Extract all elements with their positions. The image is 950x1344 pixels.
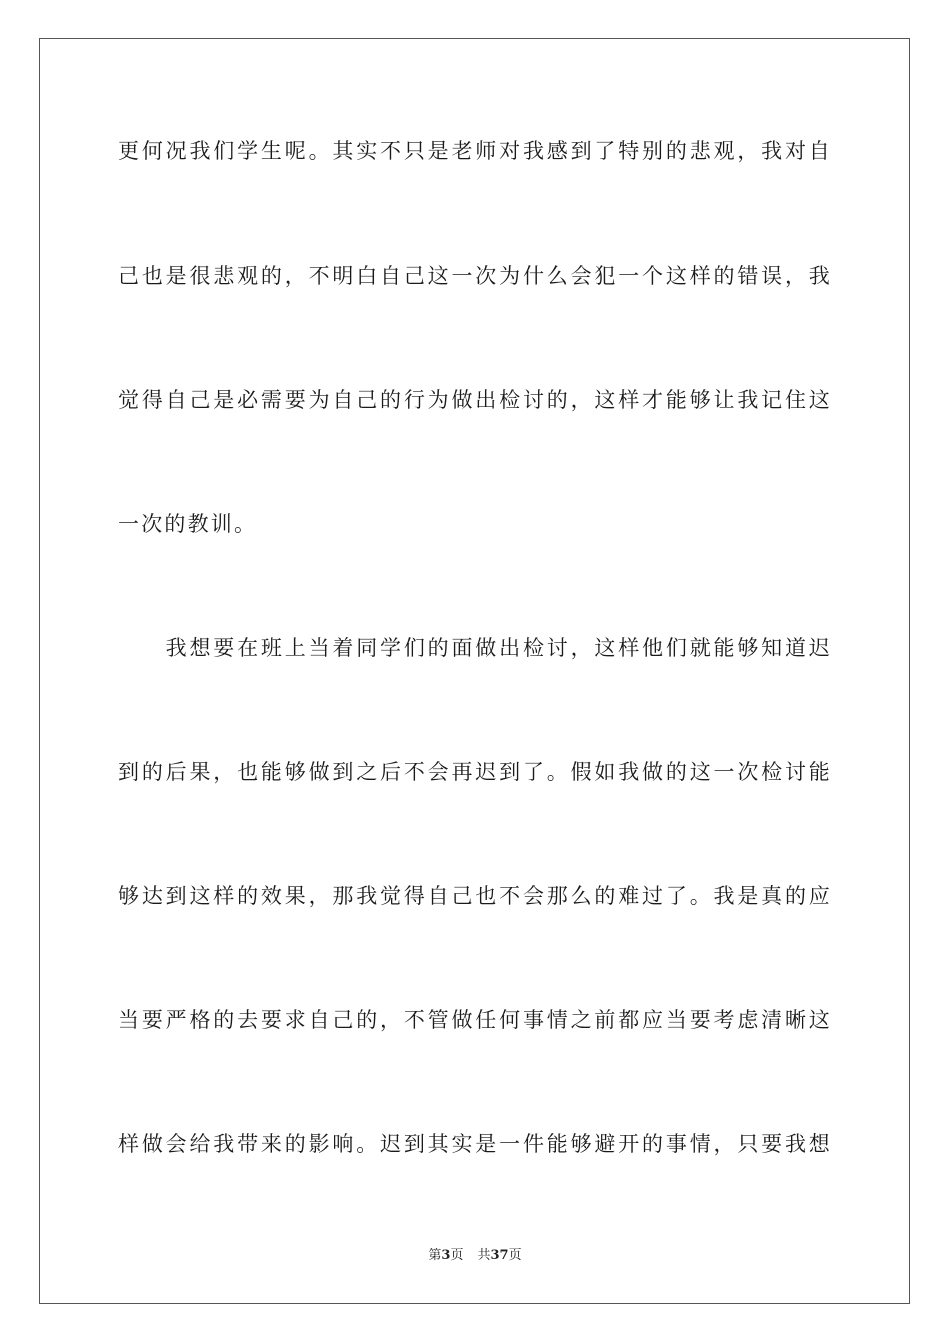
paragraph-line-3: 觉得自己是必需要为自己的行为做出检讨的，这样才能够让我记住这 — [118, 388, 832, 412]
page-prefix: 第 — [428, 1248, 442, 1263]
paragraph-line-5: 我想要在班上当着同学们的面做出检讨，这样他们就能够知道迟 — [118, 636, 832, 660]
current-page-number: 3 — [441, 1248, 451, 1263]
page-footer — [0, 1247, 950, 1265]
paragraph-line-9: 样做会给我带来的影响。迟到其实是一件能够避开的事情，只要我想 — [118, 1132, 832, 1156]
total-pages-number: 37 — [490, 1248, 509, 1263]
paragraph-line-8: 当要严格的去要求自己的，不管做任何事情之前都应当要考虑清晰这 — [118, 1008, 832, 1032]
paragraph-line-1: 更何况我们学生呢。其实不只是老师对我感到了特别的悲观，我对自 — [118, 139, 832, 163]
page-suffix: 页 — [450, 1248, 464, 1263]
total-suffix: 页 — [508, 1248, 522, 1263]
paragraph-line-4: 一次的教训。 — [118, 512, 258, 536]
total-prefix: 共 — [477, 1248, 491, 1263]
paragraph-line-6: 到的后果，也能够做到之后不会再迟到了。假如我做的这一次检讨能 — [118, 760, 832, 784]
paragraph-line-7: 够达到这样的效果，那我觉得自己也不会那么的难过了。我是真的应 — [118, 884, 832, 908]
page-border — [39, 38, 910, 1304]
paragraph-line-2: 己也是很悲观的，不明白自己这一次为什么会犯一个这样的错误，我 — [118, 264, 832, 288]
